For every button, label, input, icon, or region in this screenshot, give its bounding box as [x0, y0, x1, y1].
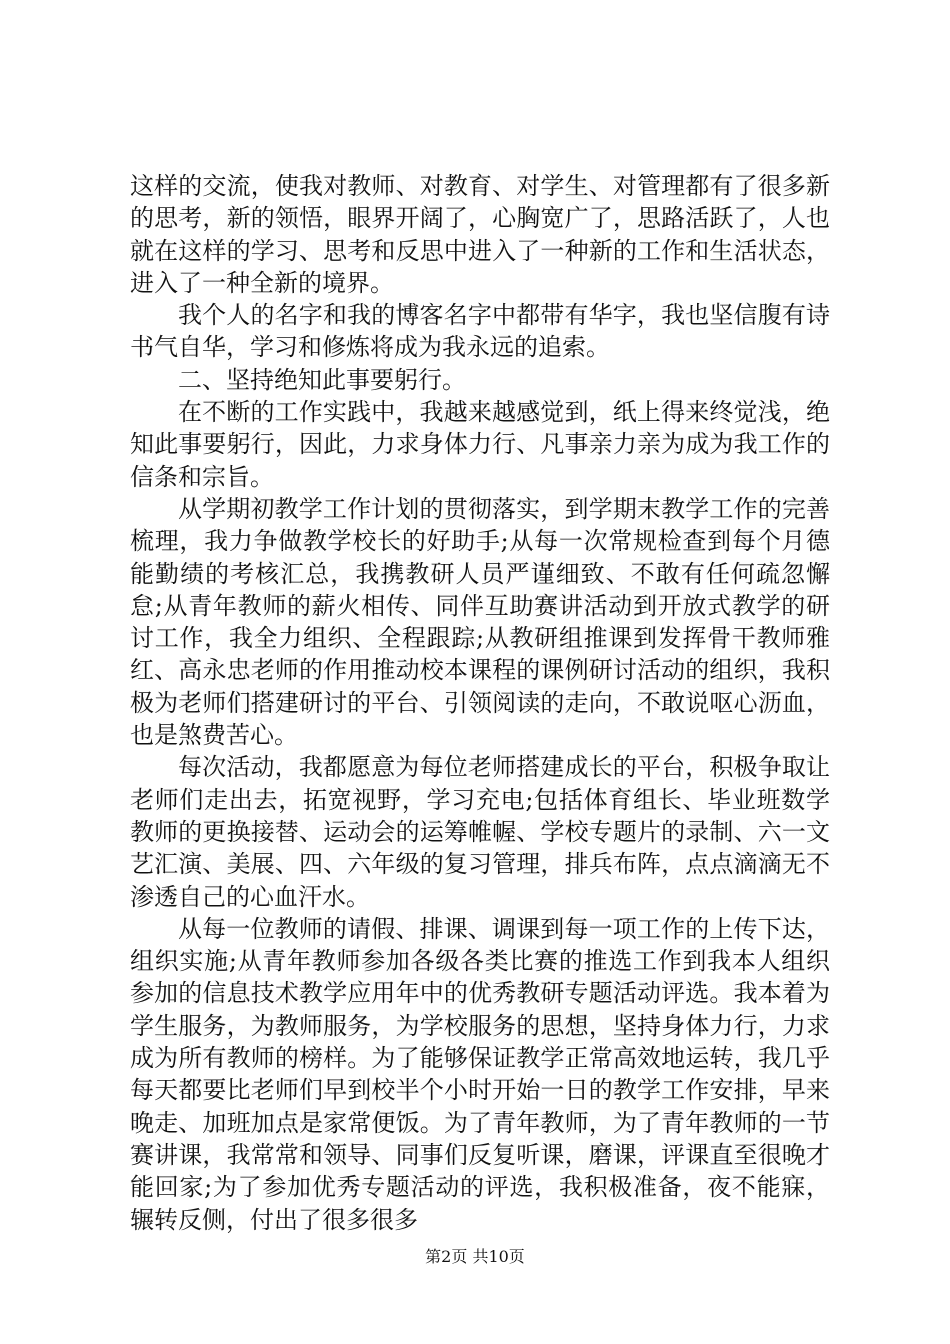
- paragraph-3: 在不断的工作实践中，我越来越感觉到，纸上得来终觉浅，绝知此事要躬行，因此，力求身体力行、凡事亲力亲为成为我工作的信条和宗旨。: [130, 398, 830, 491]
- paragraph-5: 每次活动，我都愿意为每位老师搭建成长的平台，积极争取让老师们走出去，拓宽视野，学习充电;包括体育组长、毕业班数学教师的更换接替、运动会的运筹帷幄、学校专题片的录制、六一文艺汇演、美展、四、六年级的复习管理，排兵布阵，点点滴滴无不渗透自己的心血汗水。: [130, 753, 830, 911]
- page-footer: 第2页 共10页: [425, 1247, 525, 1266]
- paragraph-1: 这样的交流，使我对教师、对教育、对学生、对管理都有了很多新的思考，新的领悟，眼界开阔了，心胸宽广了，思路活跃了，人也就在这样的学习、思考和反思中进入了一种新的工作和生活状态，进入了一种全新的境界。: [130, 172, 830, 297]
- paragraph-4: 从学期初教学工作计划的贯彻落实，到学期末教学工作的完善梳理，我力争做教学校长的好助手;从每一次常规检查到每个月德能勤绩的考核汇总，我携教研人员严谨细致、不敢有任何疏忽懈怠;从青年教师的薪火相传、同伴互助赛讲活动到开放式教学的研讨工作，我全力组织、全程跟踪;从教研组推课到发挥骨干教师雅红、高永忠老师的作用推动校本课程的课例研讨活动的组织，我积极为老师们搭建研讨的平台、引领阅读的走向，不敢说呕心沥血，也是煞费苦心。: [130, 494, 830, 750]
- document-body: [130, 170, 830, 1236]
- paragraph-2: 我个人的名字和我的博客名字中都带有华字，我也坚信腹有诗书气自华，学习和修炼将成为我永远的追索。: [130, 301, 830, 362]
- paragraph-6: 从每一位教师的请假、排课、调课到每一项工作的上传下达，组织实施;从青年教师参加各级各类比赛的推选工作到我本人组织参加的信息技术教学应用年中的优秀教研专题活动评选。我本着为学生服务，为教师服务，为学校服务的思想，坚持身体力行，力求成为所有教师的榜样。为了能够保证教学正常高效地运转，我几乎每天都要比老师们早到校半个小时开始一日的教学工作安排，早来晚走、加班加点是家常便饭。为了青年教师，为了青年教师的一节赛讲课，我常常和领导、同事们反复听课，磨课，评课直至很晚才能回家;为了参加优秀专题活动的评选，我积极准备，夜不能寐，辗转反侧，付出了很多很多: [130, 914, 830, 1234]
- section-heading: 二、坚持绝知此事要躬行。: [178, 365, 466, 394]
